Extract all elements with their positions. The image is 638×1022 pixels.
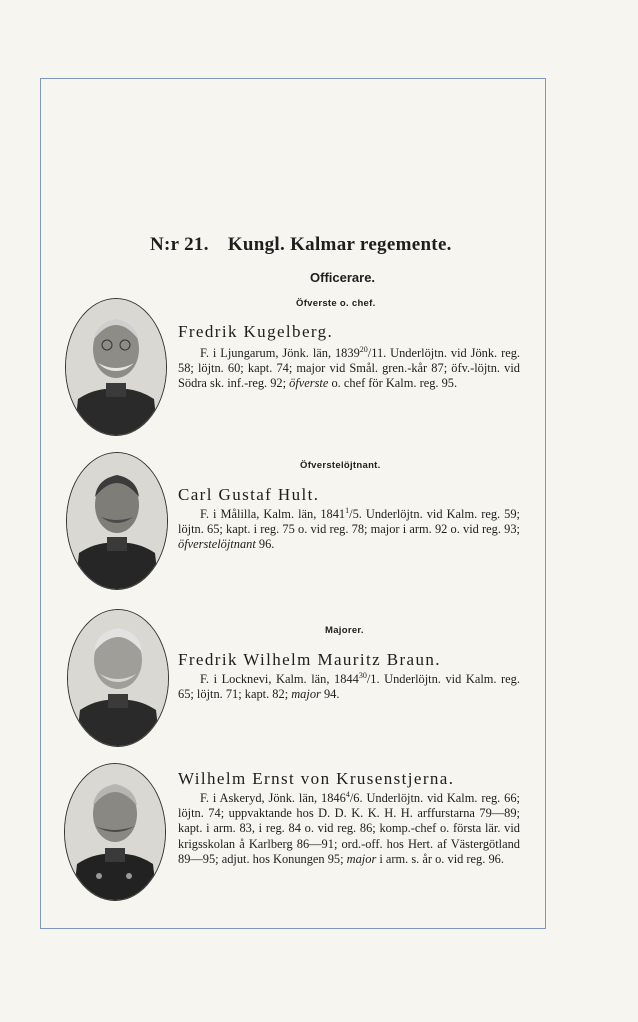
- officer-name: Wilhelm Ernst von Krusenstjerna.: [178, 769, 455, 788]
- rank-heading: Öfverstelöjtnant.: [300, 460, 381, 471]
- rank-heading: Öfverste o. chef.: [296, 298, 376, 309]
- officer-biography: F. i Målilla, Kalm. län, 1841$^1$/5. Underlöjtn. vid Kalm. reg. 59; löjtn. 65; kapt. i reg. 75 o. vid reg. 78; major i arm. 92 o. vid reg. 93; öfverstelöjtnant 96.: [178, 506, 521, 552]
- rank-heading: Majorer.: [325, 625, 364, 636]
- portrait-photo: [65, 298, 167, 436]
- portrait-silhouette-icon: [67, 453, 167, 589]
- portrait-photo: [64, 763, 166, 901]
- officer-name: Fredrik Wilhelm Mauritz Braun.: [178, 650, 441, 669]
- portrait-photo: [67, 609, 169, 747]
- section-heading: Officerare.: [310, 270, 376, 285]
- portrait-silhouette-icon: [68, 610, 168, 746]
- portrait-photo: [66, 452, 168, 590]
- officer-biography: F. i Locknevi, Kalm. län, 1844$^{30}$/1. Underlöjtn. vid Kalm. reg. 65; löjtn. 71; kapt. 82; major 94.: [178, 671, 520, 702]
- regiment-name: Kungl. Kalmar regemente.: [227, 234, 452, 255]
- officer-biography: F. i Ljungarum, Jönk. län, 1839$^{20}$/11. Underlöjtn. vid Jönk. reg. 58; löjtn. 60; kapt. 74; major vid Smål. gren.-kår 87; öfv.-löjtn. vid Södra sk. inf.-reg. 92; öfverste o. chef för Kalm. reg. 95.: [178, 345, 520, 391]
- officer-biography: F. i Askeryd, Jönk. län, 1846$^4$/6. Underlöjtn. vid Kalm. reg. 66; löjtn. 74; uppvaktande hos D. D. K. K. H. H. arffurstarna 79—89; kapt. i arm. 83, i reg. 84 o. vid reg. 86; komp.-chef o. första lär. vid krigsskolan å Karlberg 86—91; ord.-off. hos Hert. af Västergötland 89—95; adjut. hos Konungen 95; major i arm. s. år o. vid reg. 96.: [178, 790, 520, 866]
- officer-name: Fredrik Kugelberg.: [178, 322, 334, 341]
- page-title: [150, 234, 550, 256]
- regiment-number: N:r 21.: [150, 234, 209, 255]
- portrait-silhouette-icon: [65, 764, 165, 900]
- portrait-silhouette-icon: [66, 299, 166, 435]
- officer-name: Carl Gustaf Hult.: [178, 485, 320, 504]
